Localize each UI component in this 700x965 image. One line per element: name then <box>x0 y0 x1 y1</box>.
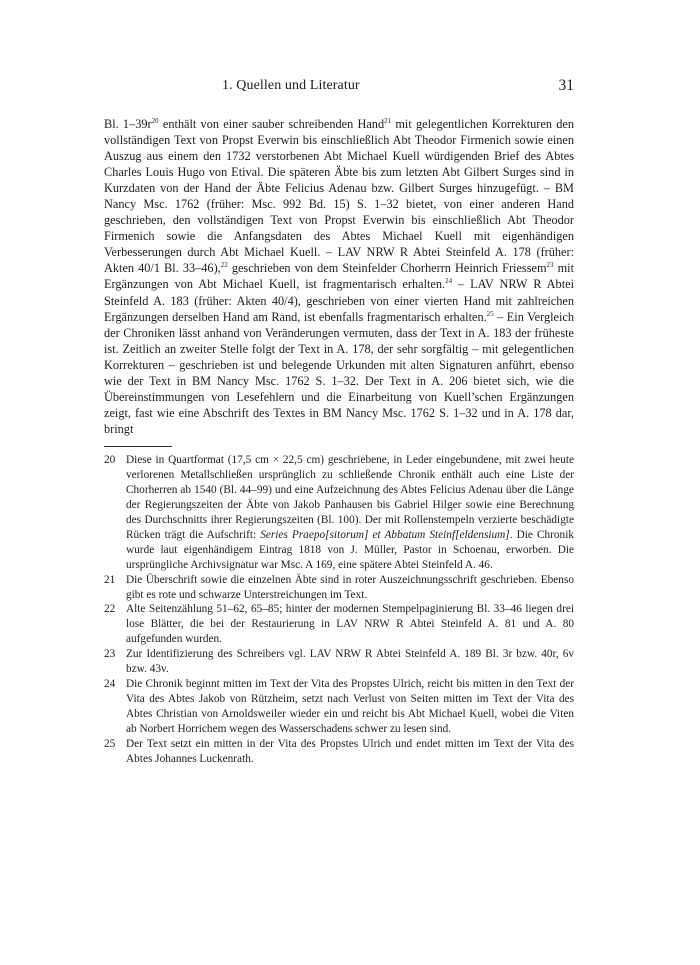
footnote-22 <box>104 602 574 647</box>
main-paragraph <box>104 116 574 437</box>
italic-title: Series Praepo[sitorum] et Abbatum Steinf[eldensium] <box>260 528 510 541</box>
footnote-ref-23[interactable]: 23 <box>546 261 554 270</box>
footnotes <box>104 453 574 767</box>
footnote-text: Zur Identifizierung des Schreibers vgl. LAV NRW R Abtei Steinfeld A. 189 Bl. 3r bzw. 40r, 6v bzw. 43v. <box>126 648 574 676</box>
footnote-ref-21[interactable]: 21 <box>384 117 392 125</box>
footnote-25 <box>104 737 574 767</box>
footnote-text: Der Text setzt ein mitten in der Vita des Propstes Ulrich und endet mitten im Text der Vita des Abtes Johannes Luckenrath. <box>126 738 574 765</box>
running-header <box>104 78 574 98</box>
text-run: Bl. 1–39r <box>104 117 152 131</box>
footnote-23 <box>104 647 574 677</box>
footnote-text <box>126 453 574 573</box>
footnote-text: Alte Seitenzählung 51–62, 65–85; hinter der modernen Stempelpaginierung Bl. 33–46 liegen drei lose Blätter, die bei der Restaurierung in LAV NRW R Abtei Steinfeld A. 81 und A. 80 aufgefunden wurden. <box>126 603 574 646</box>
footnote-ref-24[interactable]: 24 <box>445 277 453 286</box>
footnote-21 <box>104 573 574 603</box>
footnote-number: 21 <box>104 573 116 586</box>
main-text <box>104 116 574 437</box>
footnote-separator <box>104 446 172 447</box>
footnote-number: 24 <box>104 678 116 691</box>
footnote-20 <box>104 453 574 573</box>
footnote-number: 23 <box>104 648 116 661</box>
page-number: 31 <box>558 77 574 94</box>
footnote-ref-25[interactable]: 25 <box>486 309 494 318</box>
footnote-number: 25 <box>104 738 116 751</box>
footnote-text: Die Chronik beginnt mitten im Text der Vita des Propstes Ulrich, reicht bis mitten in den Text der Vita des Abtes Jakob von Rützheim, setzt nach Verlust von Seiten mitten im Text der Vita des Abtes Christian von Arnoldsweiler wieder ein und reicht bis Abt Michael Kuell, wobei die Viten ab Norbert Horrichem wegen des Wasserschadens schwer zu lesen sind. <box>126 678 574 736</box>
footnote-number: 22 <box>104 603 116 616</box>
text-run: – LAV NRW R Abtei Steinfeld A. 183 (früher: Akten 40/4), geschrieben von einer vierten Hand mit zahlreichen Ergänzungen derselben Hand am Rand, ist ebenfalls fragmentarisch erhalten. <box>104 277 574 324</box>
footnote-ref-22[interactable]: 22 <box>220 261 228 270</box>
footnote-24 <box>104 677 574 737</box>
text-run: enthält von einer sauber schreibenden Hand <box>158 117 385 131</box>
text-run: geschrieben von dem Steinfelder Chorherrn Heinrich Friessem <box>227 261 547 276</box>
text-run: Diese in Quartformat (17,5 cm × 22,5 cm) geschriebene, in Leder eingebundene, mit zwei heute verlorenen Metallschließen ursprünglich zu schließende Chronik enthält auch eine Liste der Chorherren ab 1540 (Bl. 44–99) und eine Aufzeichnung des Abtes Felicius Adenau über die Länge der Regierungszeiten der Äbte von Jakob Panhausen bis Gabriel Hilger sowie eine Berechnung des Durchschnitts ihrer Regierungszeiten (Bl. 100). Der mit Rollenstempeln verzierte beschädigte Rücken trägt die Aufschrift: <box>126 453 574 541</box>
footnote-text: Die Überschrift sowie die einzelnen Äbte sind in roter Auszeichnungsschrift geschrieben. Ebenso gibt es rote und schwarze Unterstreichungen im Text. <box>126 573 574 601</box>
footnote-number: 20 <box>104 453 116 466</box>
text-run: mit Ergänzungen von Abt Michael Kuell, ist fragmentarisch erhalten. <box>104 261 574 292</box>
document-page <box>104 78 574 767</box>
text-run: . Die Chronik wurde laut eigenhändigem Eintrag 1818 von J. Müller, Pastor in Schoenau, erworben. Die ursprüngliche Archivsignatur war Msc. A 169, eine spätere Abtei Steinfeld A. 46. <box>126 528 574 571</box>
text-run: – Ein Vergleich der Chroniken lässt anhand von Veränderungen vermuten, dass der Text in A. 183 der früheste ist. Zeitlich an zweiter Stelle folgt der Text in A. 178, der sehr sorgfältig – mit gelegentlichen Korrekturen – geschrieben ist und belegende Urkunden mit alten Signaturen anführt, ebenso wie der Text in BM Nancy Msc. 1762 S. 1–32. Der Text in A. 206 bietet sich, wie die Übereinstimmungen von Lesefehlern und die Einarbeitung von Kuell’schen Ergänzungen zeigt, fast wie eine Abschrift des Textes in BM Nancy Msc. 1762 S. 1–32 und in A. 178 dar, bringt <box>104 309 575 436</box>
text-run: mit gelegentlichen Korrekturen den vollständigen Text von Propst Everwin bis einschließlich Abt Theodor Firmenich sowie einen Auszug aus einem den 1732 verstorbenen Abt Michael Kuell würdigenden Brief des Abtes Charles Louis Hugo von Etival. Die späteren Äbte bis zum letzten Abt Gilbert Surges sind in Kurzdaten von der Hand der Äbte Felicius Adenau bzw. Gilbert Surges hinzugefügt. – BM Nancy Msc. 1762 (früher: Msc. 992 Bd. 15) S. 1–32 bietet, von einer anderen Hand geschrieben, den vollständigen Text von Propst Everwin bis einschließlich Abt Theodor Firmenich sowie die Anfangsdaten des Abtes Michael Kuell mit eigenhändigen Verbesserungen durch Abt Michael Kuell. – LAV NRW R Abtei Steinfeld A. 178 (früher: Akten 40/1 Bl. 33–46), <box>104 117 574 276</box>
footnote-ref-20[interactable]: 20 <box>151 117 159 125</box>
running-title: 1. Quellen und Literatur <box>222 78 360 93</box>
